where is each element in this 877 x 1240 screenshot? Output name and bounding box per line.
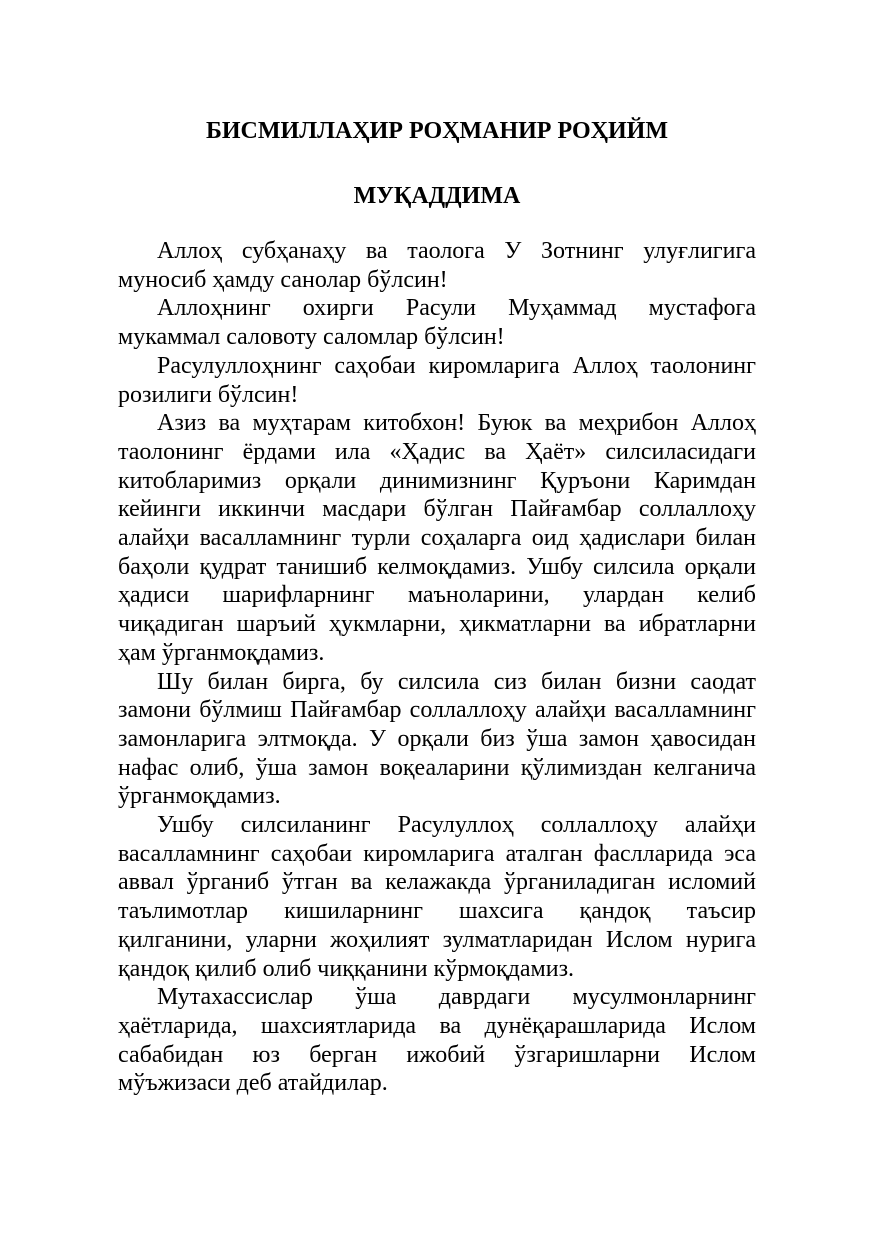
paragraph-2: Аллоҳнинг охирги Расули Муҳаммад мустафога мукаммал саловоту саломлар бўлсин!: [118, 295, 756, 351]
document-page: [118, 116, 756, 1098]
paragraph-7: Мутахассислар ўша даврдаги мусулмонларнинг ҳаётларида, шахсиятларида ва дунёқарашларида Ислом сабабидан юз берган ижобий ўзгаришларни Ислом мўъжизаси деб атайдилар.: [118, 984, 756, 1097]
paragraph-3: Расулуллоҳнинг саҳобаи киромларига Аллоҳ таолонинг розилиги бўлсин!: [118, 352, 756, 408]
section-title: МУҚАДДИМА: [353, 183, 521, 209]
paragraph-5: Шу билан бирга, бу силсила сиз билан бизни саодат замони бўлмиш Пайғамбар соллаллоҳу алайҳи васалламнинг замонларига элтмоқда. У орқали биз ўша замон ҳавосидан нафас олиб, ўша замон воқеаларини қўлимиздан келганича ўрганмоқдамиз.: [118, 668, 756, 810]
document-heading: БИСМИЛЛАҲИР РОҲМАНИР РОҲИЙМ: [206, 118, 668, 144]
paragraph-4: Азиз ва муҳтарам китобхон! Буюк ва меҳрибон Аллоҳ таолонинг ёрдами ила «Ҳадис ва Ҳаёт» силсиласидаги китобларимиз орқали динимизнинг Қуръони Каримдан кейинги иккинчи масдари бўлган Пайғамбар соллаллоҳу алайҳи васалламнинг турли соҳаларга оид ҳадислари билан баҳоли қудрат танишиб келмоқдамиз. Ушбу силсила орқали ҳадиси шарифларнинг маъноларини, улардан келиб чиқадиган шаръий ҳукмларни, ҳикматларни ва ибратларни ҳам ўрганмоқдамиз.: [118, 410, 756, 666]
paragraph-1: Аллоҳ субҳанаҳу ва таолога У Зотнинг улуғлигига муносиб ҳамду санолар бўлсин!: [118, 238, 756, 293]
paragraph-6: Ушбу силсиланинг Расулуллоҳ соллаллоҳу алайҳи васалламнинг саҳобаи киромларига аталган фаслларида эса аввал ўрганиб ўтган ва келажакда ўрганиладиган исломий таълимотлар кишиларнинг шахсига қандоқ таъсир қилганини, уларни жоҳилият зулматларидан Ислом нурига қандоқ қилиб олиб чиққанини кўрмоқдамиз.: [118, 812, 756, 982]
